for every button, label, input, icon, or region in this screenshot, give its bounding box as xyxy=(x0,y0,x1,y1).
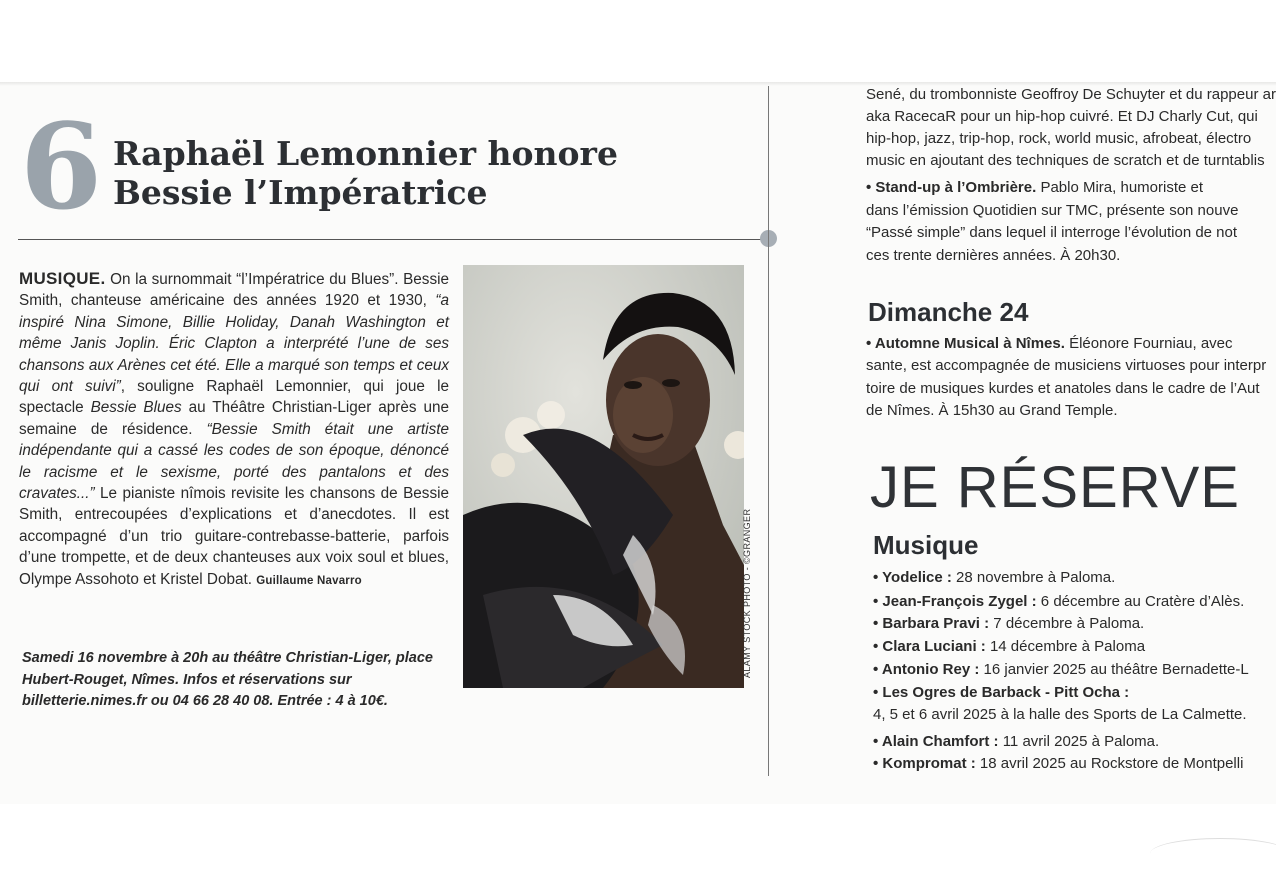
text-line: Sené, du trombonniste Geoffroy De Schuyter et du rappeur ar xyxy=(866,86,1276,103)
body-part: au Théâtre Christian-Liger après une semaine de résidence. xyxy=(19,399,450,438)
listing-name: • Jean-François Zygel : xyxy=(873,593,1037,610)
listing-name: • Les Ogres de Barback - Pitt Ocha : xyxy=(873,684,1130,701)
listing-detail: 14 décembre à Paloma xyxy=(985,638,1146,655)
listing-detail: 7 décembre à Paloma. xyxy=(989,615,1145,632)
automne-text: Éléonore Fourniau, avec xyxy=(1064,335,1233,352)
article-kicker: MUSIQUE. xyxy=(19,269,106,288)
listing-item xyxy=(873,659,1249,681)
listing-item xyxy=(873,731,1159,753)
article-number: 6 xyxy=(20,97,103,236)
listing-detail: 6 décembre au Cratère d’Alès. xyxy=(1036,593,1245,610)
day-heading: Dimanche 24 xyxy=(868,297,1029,327)
body-part: , souligne Raphaël Lemonnier, qui joue le spectacle xyxy=(19,378,450,417)
text-line: toire de musiques kurdes et anatoles dans le cadre de l’Aut xyxy=(866,380,1260,397)
listing-item xyxy=(873,753,1243,775)
listing-item xyxy=(873,682,1129,704)
photo-credit: ALAMY STOCK PHOTO - ©GRANGER xyxy=(742,508,752,678)
listing-item xyxy=(873,704,1247,726)
reserve-heading: JE RÉSERVE xyxy=(870,455,1240,520)
listing-detail: 18 avril 2025 au Rockstore de Montpelli xyxy=(975,755,1244,772)
author-signature: Guillaume Navarro xyxy=(256,574,362,587)
listing-detail: 11 avril 2025 à Paloma. xyxy=(998,733,1160,750)
body-part: On la surnommait “l’Impératrice du Blues”. Bessie Smith, chanteuse américaine des années 1920 et 1930, xyxy=(19,271,449,310)
practical-info: Samedi 16 novembre à 20h au théâtre Christian-Liger, place Hubert-Rouget, Nîmes. Infos et réservations sur billetterie.nimes.fr ou 04 66 28 40 08. Entrée : 4 à 10€. xyxy=(22,650,433,710)
standup-label: • Stand-up à l’Ombrière. xyxy=(866,179,1037,196)
portrait-illustration xyxy=(463,265,744,688)
text-line: dans l’émission Quotidien sur TMC, présente son nouve xyxy=(866,202,1239,219)
text-line: de Nîmes. À 15h30 au Grand Temple. xyxy=(866,402,1118,419)
listing-name: • Yodelice : xyxy=(873,569,952,586)
article-headline xyxy=(113,134,713,212)
headline-line-1: Raphaël Lemonnier honore xyxy=(113,134,618,173)
text-line: hip-hop, jazz, trip-hop, rock, world music, afrobeat, électro xyxy=(866,130,1252,147)
text-line: sante, est accompagnée de musiciens virtuoses pour interpr xyxy=(866,357,1267,374)
section-heading-musique: Musique xyxy=(873,530,979,560)
listing-detail: 16 janvier 2025 au théâtre Bernadette-L xyxy=(979,661,1249,678)
scan-artifact xyxy=(1150,838,1276,869)
headline-line-2: Bessie l’Impératrice xyxy=(113,173,488,212)
listing-name: • Clara Luciani : xyxy=(873,638,986,655)
bessie-smith-photo xyxy=(463,265,744,688)
column-divider xyxy=(768,86,769,776)
text-line: aka RacecaR pour un hip-hop cuivré. Et DJ Charly Cut, qui xyxy=(866,108,1258,125)
text-line: music en ajoutant des techniques de scratch et de turntablis xyxy=(866,152,1265,169)
listing-item xyxy=(873,591,1244,613)
listing-item xyxy=(873,567,1115,589)
listing-name: • Antonio Rey : xyxy=(873,661,980,678)
automne-label: • Automne Musical à Nîmes. xyxy=(866,335,1065,352)
listing-name: • Barbara Pravi : xyxy=(873,615,990,632)
listing-item xyxy=(873,636,1145,658)
listing-item xyxy=(873,613,1144,635)
listing-detail: 4, 5 et 6 avril 2025 à la halle des Sports de La Calmette. xyxy=(873,706,1247,723)
quote-1: “a inspiré Nina Simone, Billie Holiday, Danah Washington et même Janis Joplin. Éric Clapton a interprété l’une de ses chansons aux Arènes cet été. Elle a marqué son temps et ceux qui ont suivi” xyxy=(19,292,449,396)
listing-name: • Kompromat : xyxy=(873,755,976,772)
text-line: “Passé simple” dans lequel il interroge l’évolution de not xyxy=(866,224,1238,241)
listing-detail: 28 novembre à Paloma. xyxy=(951,569,1116,586)
text-line: ces trente dernières années. À 20h30. xyxy=(866,247,1121,264)
standup-text: Pablo Mira, humoriste et xyxy=(1036,179,1204,196)
headline-rule xyxy=(18,239,770,240)
article-body xyxy=(19,268,449,592)
show-title: Bessie Blues xyxy=(90,399,182,417)
body-part: Le pianiste nîmois revisite les chansons de Bessie Smith, entrecoupées d’explications et d’anecdotes. Il est accompagné d’un trio guitare-contrebasse-batterie, parfois d’une trompette, et de deux chanteuses aux voix soul et blues, Olympe Assohoto et Kristel Dobat. xyxy=(19,485,449,588)
listing-name: • Alain Chamfort : xyxy=(873,733,999,750)
standup-entry xyxy=(866,177,1203,199)
quote-2: “Bessie Smith était une artiste indépendante qui a cassé les codes de son époque, dénoncé le racisme et le sexisme, porté des pantalons et des cravates...” xyxy=(19,420,449,503)
automne-entry xyxy=(866,333,1233,355)
